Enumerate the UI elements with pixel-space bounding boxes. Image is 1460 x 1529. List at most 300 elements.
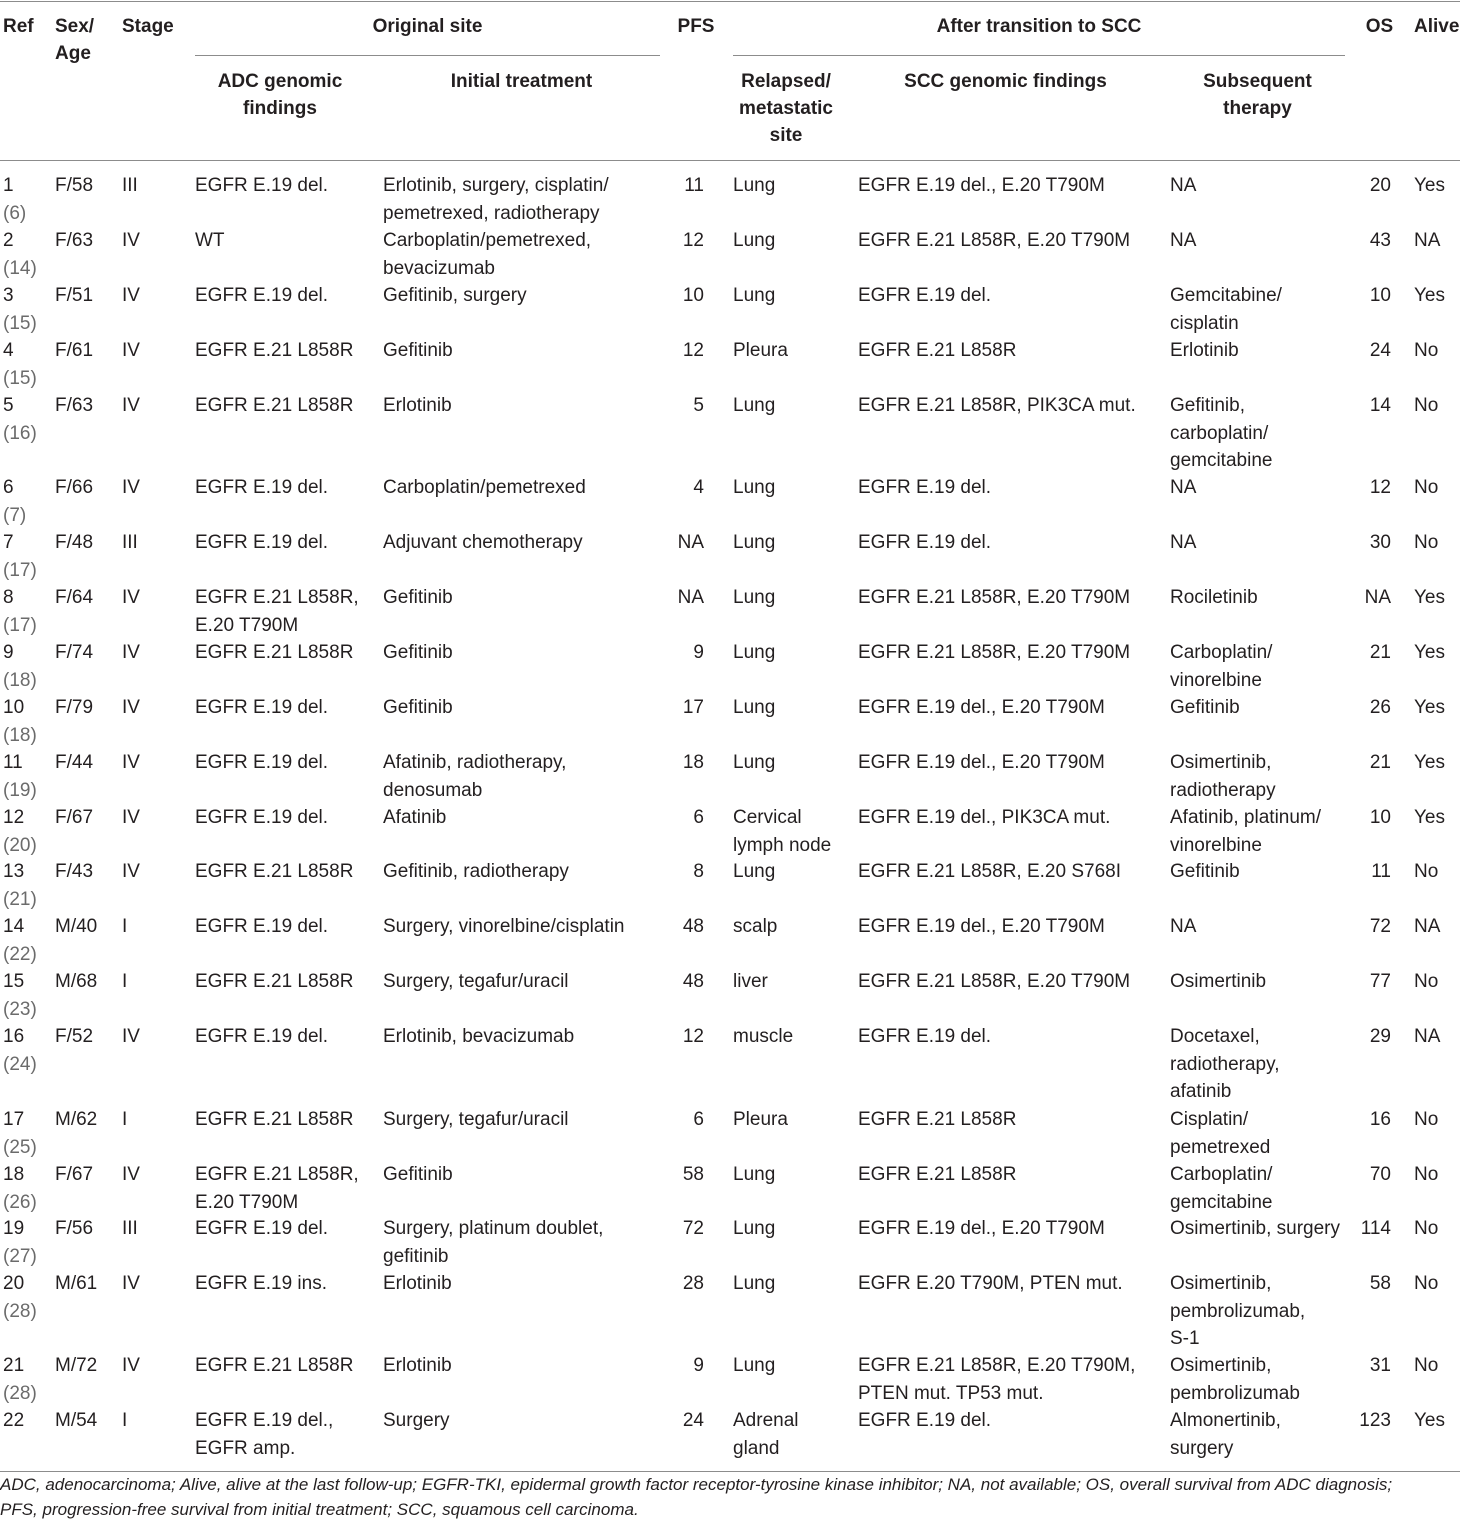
- cell-pfs: 48: [682, 971, 704, 992]
- cell-os: 16: [1369, 1109, 1391, 1130]
- cell-sex-age: M/62: [55, 1109, 98, 1130]
- cell-os: 11: [1371, 861, 1391, 882]
- citation-link[interactable]: (15): [3, 367, 37, 389]
- cell-adc-genomic: EGFR E.21 L858R,: [195, 1164, 359, 1185]
- cell-ref: 21: [3, 1355, 25, 1376]
- cell-subsequent-therapy: Erlotinib: [1170, 340, 1239, 361]
- cell-ref: 3: [3, 285, 14, 306]
- header-ref: Ref: [3, 16, 34, 37]
- header-adc-genomic: [195, 68, 365, 122]
- cell-adc-genomic: EGFR E.19 del.: [195, 697, 329, 718]
- cell-ref: 17: [3, 1109, 25, 1130]
- cell-stage: I: [122, 1109, 128, 1130]
- cell-relapsed-site: Lung: [733, 1218, 776, 1239]
- cell-subsequent-therapy: pembrolizumab,: [1170, 1300, 1306, 1322]
- cell-relapsed-site: Lung: [733, 697, 776, 718]
- cell-initial-treatment: Afatinib, radiotherapy,: [383, 752, 567, 773]
- cell-initial-treatment: Adjuvant chemotherapy: [383, 532, 583, 553]
- cell-adc-genomic: E.20 T790M: [195, 614, 299, 636]
- cell-sex-age: F/44: [55, 752, 94, 773]
- cell-relapsed-site: Lung: [733, 752, 776, 773]
- cell-initial-treatment: Erlotinib: [383, 1355, 452, 1376]
- header-after-transition: After transition to SCC: [936, 16, 1142, 37]
- cell-alive: NA: [1414, 230, 1441, 251]
- cell-relapsed-site: liver: [733, 971, 768, 992]
- cell-pfs: 17: [682, 697, 704, 718]
- cell-subsequent-therapy: Docetaxel,: [1170, 1026, 1260, 1047]
- cell-adc-genomic: EGFR E.19 del.: [195, 477, 329, 498]
- citation-link[interactable]: (25): [3, 1136, 37, 1158]
- header-stage: Stage: [122, 16, 174, 37]
- cell-subsequent-therapy: Gefitinib: [1170, 861, 1240, 882]
- original-site-underline: [195, 55, 660, 56]
- cell-sex-age: F/58: [55, 175, 94, 196]
- cell-sex-age: F/66: [55, 477, 94, 498]
- citation-link[interactable]: (22): [3, 943, 37, 965]
- cell-scc-genomic: PTEN mut. TP53 mut.: [858, 1382, 1044, 1404]
- cell-pfs: NA: [677, 587, 704, 608]
- cell-ref: 19: [3, 1218, 25, 1239]
- cell-os: 29: [1369, 1026, 1391, 1047]
- header-sex-age-line: Age: [55, 43, 91, 64]
- cell-subsequent-therapy: Osimertinib, surgery: [1170, 1218, 1340, 1239]
- cell-sex-age: M/61: [55, 1273, 98, 1294]
- cell-os: 24: [1369, 340, 1391, 361]
- citation-link[interactable]: (28): [3, 1300, 37, 1322]
- cell-os: 43: [1369, 230, 1391, 251]
- cell-ref: 20: [3, 1273, 25, 1294]
- cell-os: 114: [1360, 1218, 1391, 1239]
- cell-relapsed-site: Lung: [733, 532, 776, 553]
- cell-adc-genomic: EGFR E.19 del.: [195, 1026, 329, 1047]
- cell-stage: IV: [122, 230, 140, 251]
- cell-relapsed-site: lymph node: [733, 834, 832, 856]
- cell-stage: III: [122, 532, 138, 553]
- cell-initial-treatment: Gefitinib, surgery: [383, 285, 527, 306]
- cell-ref: 8: [3, 587, 14, 608]
- cell-alive: NA: [1414, 916, 1441, 937]
- cell-adc-genomic: EGFR E.19 del.: [195, 1218, 329, 1239]
- cell-os: 77: [1369, 971, 1391, 992]
- cell-sex-age: F/56: [55, 1218, 94, 1239]
- citation-link[interactable]: (14): [3, 257, 37, 279]
- cell-sex-age: M/68: [55, 971, 98, 992]
- cell-relapsed-site: Adrenal: [733, 1410, 799, 1431]
- cell-os: 31: [1369, 1355, 1391, 1376]
- cell-pfs: 28: [682, 1273, 704, 1294]
- cell-alive: Yes: [1414, 587, 1445, 608]
- cell-scc-genomic: EGFR E.21 L858R, E.20 T790M: [858, 587, 1131, 608]
- cell-scc-genomic: EGFR E.21 L858R: [858, 340, 1017, 361]
- cell-initial-treatment: Gefitinib: [383, 340, 453, 361]
- cell-stage: IV: [122, 642, 140, 663]
- cell-pfs: 6: [693, 1109, 704, 1130]
- cell-subsequent-therapy: pembrolizumab: [1170, 1382, 1300, 1404]
- cell-alive: Yes: [1414, 752, 1445, 773]
- cell-scc-genomic: EGFR E.21 L858R, E.20 T790M: [858, 230, 1131, 251]
- cell-subsequent-therapy: NA: [1170, 477, 1197, 498]
- cell-stage: I: [122, 971, 128, 992]
- cell-alive: No: [1414, 340, 1439, 361]
- cell-subsequent-therapy: Almonertinib,: [1170, 1410, 1281, 1431]
- cell-subsequent-therapy: Afatinib, platinum/: [1170, 807, 1322, 828]
- cell-alive: Yes: [1414, 175, 1445, 196]
- cell-ref: 1: [3, 175, 14, 196]
- cell-pfs: 9: [693, 1355, 704, 1376]
- cell-ref: 22: [3, 1410, 25, 1431]
- cell-adc-genomic: EGFR E.19 del.: [195, 175, 329, 196]
- cell-adc-genomic: EGFR E.19 ins.: [195, 1273, 327, 1294]
- cell-initial-treatment: Carboplatin/pemetrexed,: [383, 230, 592, 251]
- cell-alive: No: [1414, 861, 1439, 882]
- citation-link[interactable]: (7): [3, 504, 27, 526]
- cell-relapsed-site: scalp: [733, 916, 778, 937]
- header-subsequent-therapy: [1170, 68, 1345, 122]
- cell-ref: 15: [3, 971, 25, 992]
- cell-initial-treatment: pemetrexed, radiotherapy: [383, 202, 600, 224]
- citation-link[interactable]: (17): [3, 559, 37, 581]
- cell-sex-age: F/51: [55, 285, 94, 306]
- cell-alive: Yes: [1414, 642, 1445, 663]
- cell-os: 30: [1369, 532, 1391, 553]
- cell-ref: 11: [3, 752, 23, 773]
- cell-adc-genomic: EGFR E.21 L858R: [195, 1109, 354, 1130]
- citation-link[interactable]: (17): [3, 614, 37, 636]
- cell-os: 72: [1369, 916, 1391, 937]
- cell-stage: IV: [122, 1026, 140, 1047]
- cell-initial-treatment: Carboplatin/pemetrexed: [383, 477, 586, 498]
- cell-relapsed-site: Lung: [733, 230, 776, 251]
- cell-scc-genomic: EGFR E.19 del.: [858, 1026, 992, 1047]
- cell-os: NA: [1364, 587, 1391, 608]
- cell-pfs: 12: [682, 1026, 704, 1047]
- cell-sex-age: F/79: [55, 697, 94, 718]
- cell-scc-genomic: EGFR E.21 L858R, E.20 S768I: [858, 861, 1121, 882]
- cell-sex-age: M/54: [55, 1410, 98, 1431]
- cell-relapsed-site: Lung: [733, 1164, 776, 1185]
- cell-alive: Yes: [1414, 285, 1445, 306]
- cell-sex-age: F/63: [55, 395, 94, 416]
- cell-scc-genomic: EGFR E.20 T790M, PTEN mut.: [858, 1273, 1123, 1294]
- cell-sex-age: F/63: [55, 230, 94, 251]
- cell-alive: No: [1414, 1355, 1439, 1376]
- footnote-line: ADC, adenocarcinoma; Alive, alive at the last follow-up; EGFR-TKI, epidermal growth factor receptor-tyrosine kinase inhibitor; NA, not available; OS, overall survival from ADC diagnosis;: [0, 1475, 1393, 1494]
- cell-stage: IV: [122, 1273, 140, 1294]
- cell-ref: 9: [3, 642, 14, 663]
- cell-stage: IV: [122, 1355, 140, 1376]
- header-bottom-rule: [0, 160, 1460, 161]
- header-adc-genomic-line: ADC genomic: [217, 71, 343, 92]
- cell-adc-genomic: EGFR E.19 del.: [195, 752, 329, 773]
- cell-pfs: 24: [682, 1410, 704, 1431]
- cell-scc-genomic: EGFR E.19 del., E.20 T790M: [858, 1218, 1105, 1239]
- header-subsequent-therapy-line: therapy: [1223, 98, 1292, 119]
- cell-adc-genomic: EGFR E.19 del.: [195, 916, 329, 937]
- cell-scc-genomic: EGFR E.21 L858R, E.20 T790M: [858, 971, 1131, 992]
- cell-relapsed-site: muscle: [733, 1026, 794, 1047]
- cell-stage: IV: [122, 807, 140, 828]
- cell-sex-age: F/61: [55, 340, 94, 361]
- cell-scc-genomic: EGFR E.19 del.: [858, 477, 992, 498]
- cell-adc-genomic: E.20 T790M: [195, 1191, 299, 1213]
- cell-adc-genomic: EGFR E.19 del.,: [195, 1410, 334, 1431]
- cell-sex-age: F/48: [55, 532, 94, 553]
- cell-ref: 5: [3, 395, 14, 416]
- citation-link[interactable]: (18): [3, 724, 37, 746]
- cell-relapsed-site: Lung: [733, 285, 776, 306]
- cell-scc-genomic: EGFR E.19 del., E.20 T790M: [858, 752, 1105, 773]
- cell-scc-genomic: EGFR E.19 del.: [858, 532, 992, 553]
- cell-subsequent-therapy: Gefitinib,: [1170, 395, 1245, 416]
- cell-relapsed-site: Lung: [733, 587, 776, 608]
- citation-link[interactable]: (23): [3, 998, 37, 1020]
- cell-relapsed-site: Lung: [733, 1355, 776, 1376]
- header-relapsed-site-line: site: [769, 125, 803, 146]
- cell-scc-genomic: EGFR E.21 L858R, E.20 T790M,: [858, 1355, 1136, 1376]
- cell-scc-genomic: EGFR E.19 del., E.20 T790M: [858, 175, 1105, 196]
- cell-ref: 13: [3, 861, 25, 882]
- cell-stage: IV: [122, 285, 140, 306]
- cell-os: 14: [1369, 395, 1391, 416]
- cell-sex-age: F/64: [55, 587, 94, 608]
- cell-initial-treatment: bevacizumab: [383, 257, 495, 279]
- cell-os: 20: [1369, 175, 1391, 196]
- citation-link[interactable]: (24): [3, 1053, 37, 1075]
- cell-adc-genomic: EGFR E.21 L858R: [195, 1355, 354, 1376]
- cell-alive: Yes: [1414, 1410, 1445, 1431]
- cell-pfs: 5: [693, 395, 704, 416]
- cell-subsequent-therapy: cisplatin: [1170, 312, 1239, 334]
- cell-sex-age: F/52: [55, 1026, 94, 1047]
- cell-scc-genomic: EGFR E.19 del.: [858, 285, 992, 306]
- cell-subsequent-therapy: Osimertinib,: [1170, 1355, 1272, 1376]
- cell-pfs: 11: [684, 175, 704, 196]
- cell-pfs: 4: [693, 477, 704, 498]
- cell-pfs: 18: [682, 752, 704, 773]
- cell-stage: IV: [122, 395, 140, 416]
- cell-scc-genomic: EGFR E.19 del., E.20 T790M: [858, 916, 1105, 937]
- cell-initial-treatment: denosumab: [383, 779, 483, 801]
- cell-stage: III: [122, 1218, 138, 1239]
- cell-adc-genomic: EGFR E.19 del.: [195, 532, 329, 553]
- cell-stage: IV: [122, 697, 140, 718]
- cell-sex-age: F/43: [55, 861, 94, 882]
- header-relapsed-site-line: metastatic: [739, 98, 833, 119]
- cell-relapsed-site: gland: [733, 1437, 780, 1459]
- cell-adc-genomic: EGFR E.21 L858R: [195, 971, 354, 992]
- cell-ref: 2: [3, 230, 14, 251]
- cell-relapsed-site: Lung: [733, 1273, 776, 1294]
- cell-alive: No: [1414, 1164, 1439, 1185]
- cell-stage: IV: [122, 340, 140, 361]
- header-scc-genomic: SCC genomic findings: [904, 71, 1107, 92]
- cell-stage: IV: [122, 477, 140, 498]
- header-sex-age-line: Sex/: [55, 16, 95, 37]
- header-relapsed-site-line: Relapsed/: [741, 71, 831, 92]
- cell-subsequent-therapy: Osimertinib,: [1170, 1273, 1272, 1294]
- cell-adc-genomic: EGFR E.19 del.: [195, 285, 329, 306]
- cell-pfs: 48: [682, 916, 704, 937]
- cell-alive: No: [1414, 532, 1439, 553]
- cell-initial-treatment: Surgery, platinum doublet,: [383, 1218, 604, 1239]
- cell-adc-genomic: WT: [195, 230, 225, 251]
- cell-initial-treatment: Erlotinib: [383, 395, 452, 416]
- cell-subsequent-therapy: pemetrexed: [1170, 1136, 1271, 1158]
- cell-initial-treatment: Afatinib: [383, 807, 447, 828]
- cell-initial-treatment: Surgery, vinorelbine/cisplatin: [383, 916, 625, 937]
- cell-sex-age: M/40: [55, 916, 98, 937]
- cell-initial-treatment: gefitinib: [383, 1245, 449, 1267]
- header-adc-genomic-line: findings: [243, 98, 317, 119]
- cell-subsequent-therapy: NA: [1170, 175, 1197, 196]
- cell-initial-treatment: Erlotinib: [383, 1273, 452, 1294]
- header-sex-age: [55, 13, 94, 67]
- citation-link[interactable]: (26): [3, 1191, 37, 1213]
- cell-relapsed-site: Lung: [733, 175, 776, 196]
- cell-ref: 10: [3, 697, 25, 718]
- cell-os: 123: [1359, 1410, 1391, 1431]
- cell-adc-genomic: EGFR E.21 L858R,: [195, 587, 359, 608]
- citation-link[interactable]: (20): [3, 834, 37, 856]
- cell-initial-treatment: Gefitinib: [383, 1164, 453, 1185]
- cell-alive: No: [1414, 1109, 1439, 1130]
- cell-sex-age: F/74: [55, 642, 94, 663]
- cell-scc-genomic: EGFR E.19 del., PIK3CA mut.: [858, 807, 1111, 828]
- cell-subsequent-therapy: Carboplatin/: [1170, 1164, 1273, 1185]
- cell-subsequent-therapy: Osimertinib,: [1170, 752, 1272, 773]
- cell-relapsed-site: Cervical: [733, 807, 802, 828]
- cell-sex-age: F/67: [55, 1164, 94, 1185]
- cell-initial-treatment: Gefitinib: [383, 642, 453, 663]
- cell-relapsed-site: Lung: [733, 642, 776, 663]
- cell-initial-treatment: Gefitinib, radiotherapy: [383, 861, 569, 882]
- cell-initial-treatment: Erlotinib, bevacizumab: [383, 1026, 575, 1047]
- cell-initial-treatment: Gefitinib: [383, 697, 453, 718]
- cell-initial-treatment: Erlotinib, surgery, cisplatin/: [383, 175, 609, 196]
- cell-stage: III: [122, 175, 138, 196]
- cell-subsequent-therapy: NA: [1170, 532, 1197, 553]
- citation-link[interactable]: (15): [3, 312, 37, 334]
- cell-pfs: 58: [682, 1164, 704, 1185]
- cell-ref: 14: [3, 916, 25, 937]
- cell-subsequent-therapy: radiotherapy,: [1170, 1053, 1280, 1075]
- cell-pfs: 9: [693, 642, 704, 663]
- cell-pfs: 72: [682, 1218, 704, 1239]
- cell-os: 10: [1369, 807, 1391, 828]
- cell-scc-genomic: EGFR E.21 L858R, E.20 T790M: [858, 642, 1131, 663]
- table-top-rule: [0, 1, 1460, 2]
- cell-scc-genomic: EGFR E.19 del.: [858, 1410, 992, 1431]
- cell-relapsed-site: Lung: [733, 477, 776, 498]
- cell-scc-genomic: EGFR E.19 del., E.20 T790M: [858, 697, 1105, 718]
- cell-alive: Yes: [1414, 807, 1445, 828]
- cell-alive: No: [1414, 395, 1439, 416]
- cell-os: 21: [1369, 752, 1391, 773]
- cell-subsequent-therapy: radiotherapy: [1170, 779, 1276, 801]
- cell-relapsed-site: Pleura: [733, 340, 788, 361]
- header-relapsed-site: [733, 68, 839, 149]
- cell-pfs: 8: [693, 861, 704, 882]
- header-os: OS: [1365, 16, 1394, 37]
- cell-subsequent-therapy: Cisplatin/: [1170, 1109, 1249, 1130]
- cell-subsequent-therapy: vinorelbine: [1170, 834, 1262, 856]
- footnote-line: PFS, progression-free survival from initial treatment; SCC, squamous cell carcinoma.: [0, 1500, 639, 1519]
- cell-subsequent-therapy: afatinib: [1170, 1081, 1232, 1102]
- cell-initial-treatment: Surgery: [383, 1410, 450, 1431]
- cell-initial-treatment: Surgery, tegafur/uracil: [383, 1109, 569, 1130]
- cell-stage: I: [122, 916, 128, 937]
- cell-relapsed-site: Pleura: [733, 1109, 788, 1130]
- cell-pfs: 12: [682, 230, 704, 251]
- cell-initial-treatment: Surgery, tegafur/uracil: [383, 971, 569, 992]
- cell-os: 58: [1369, 1273, 1391, 1294]
- citation-link[interactable]: (6): [3, 202, 27, 224]
- cell-adc-genomic: EGFR E.19 del.: [195, 807, 329, 828]
- header-pfs: PFS: [677, 16, 715, 37]
- cell-stage: I: [122, 1410, 128, 1431]
- cell-initial-treatment: Gefitinib: [383, 587, 453, 608]
- cell-alive: Yes: [1414, 697, 1445, 718]
- citation-link[interactable]: (28): [3, 1382, 37, 1404]
- cell-scc-genomic: EGFR E.21 L858R: [858, 1109, 1017, 1130]
- cell-scc-genomic: EGFR E.21 L858R, PIK3CA mut.: [858, 395, 1136, 416]
- cell-subsequent-therapy: surgery: [1170, 1437, 1234, 1459]
- cell-pfs: 12: [682, 340, 704, 361]
- citation-link[interactable]: (21): [3, 888, 37, 910]
- citation-link[interactable]: (16): [3, 422, 37, 444]
- cell-subsequent-therapy: Gefitinib: [1170, 697, 1240, 718]
- cell-os: 21: [1369, 642, 1391, 663]
- header-alive: Alive: [1414, 16, 1460, 37]
- cell-adc-genomic: EGFR amp.: [195, 1437, 296, 1459]
- cell-subsequent-therapy: NA: [1170, 230, 1197, 251]
- header-original-site: Original site: [372, 16, 483, 37]
- cell-alive: NA: [1414, 1026, 1441, 1047]
- header-subsequent-therapy-line: Subsequent: [1203, 71, 1312, 92]
- cell-os: 10: [1369, 285, 1391, 306]
- cell-ref: 12: [3, 807, 25, 828]
- cell-ref: 16: [3, 1026, 25, 1047]
- cell-sex-age: M/72: [55, 1355, 98, 1376]
- cell-subsequent-therapy: Carboplatin/: [1170, 642, 1273, 663]
- cell-subsequent-therapy: gemcitabine: [1170, 1191, 1273, 1213]
- cell-scc-genomic: EGFR E.21 L858R: [858, 1164, 1017, 1185]
- cell-subsequent-therapy: Rociletinib: [1170, 587, 1258, 608]
- cell-stage: IV: [122, 752, 140, 773]
- cell-pfs: NA: [677, 532, 704, 553]
- cell-ref: 4: [3, 340, 14, 361]
- header-initial-treatment: Initial treatment: [450, 71, 593, 92]
- cell-stage: IV: [122, 1164, 140, 1185]
- cell-sex-age: F/67: [55, 807, 94, 828]
- cell-ref: 18: [3, 1164, 25, 1185]
- cell-os: 70: [1369, 1164, 1391, 1185]
- cell-subsequent-therapy: Osimertinib: [1170, 971, 1267, 992]
- cell-relapsed-site: Lung: [733, 861, 776, 882]
- cell-alive: No: [1414, 1218, 1439, 1239]
- cell-alive: No: [1414, 477, 1439, 498]
- citation-link[interactable]: (19): [3, 779, 37, 801]
- cell-ref: 7: [3, 532, 14, 553]
- citation-link[interactable]: (18): [3, 669, 37, 691]
- cell-alive: No: [1414, 1273, 1439, 1294]
- cell-adc-genomic: EGFR E.21 L858R: [195, 642, 354, 663]
- cell-subsequent-therapy: carboplatin/: [1170, 422, 1269, 444]
- citation-link[interactable]: (27): [3, 1245, 37, 1267]
- cell-adc-genomic: EGFR E.21 L858R: [195, 340, 354, 361]
- cell-subsequent-therapy: vinorelbine: [1170, 669, 1262, 691]
- cell-stage: IV: [122, 861, 140, 882]
